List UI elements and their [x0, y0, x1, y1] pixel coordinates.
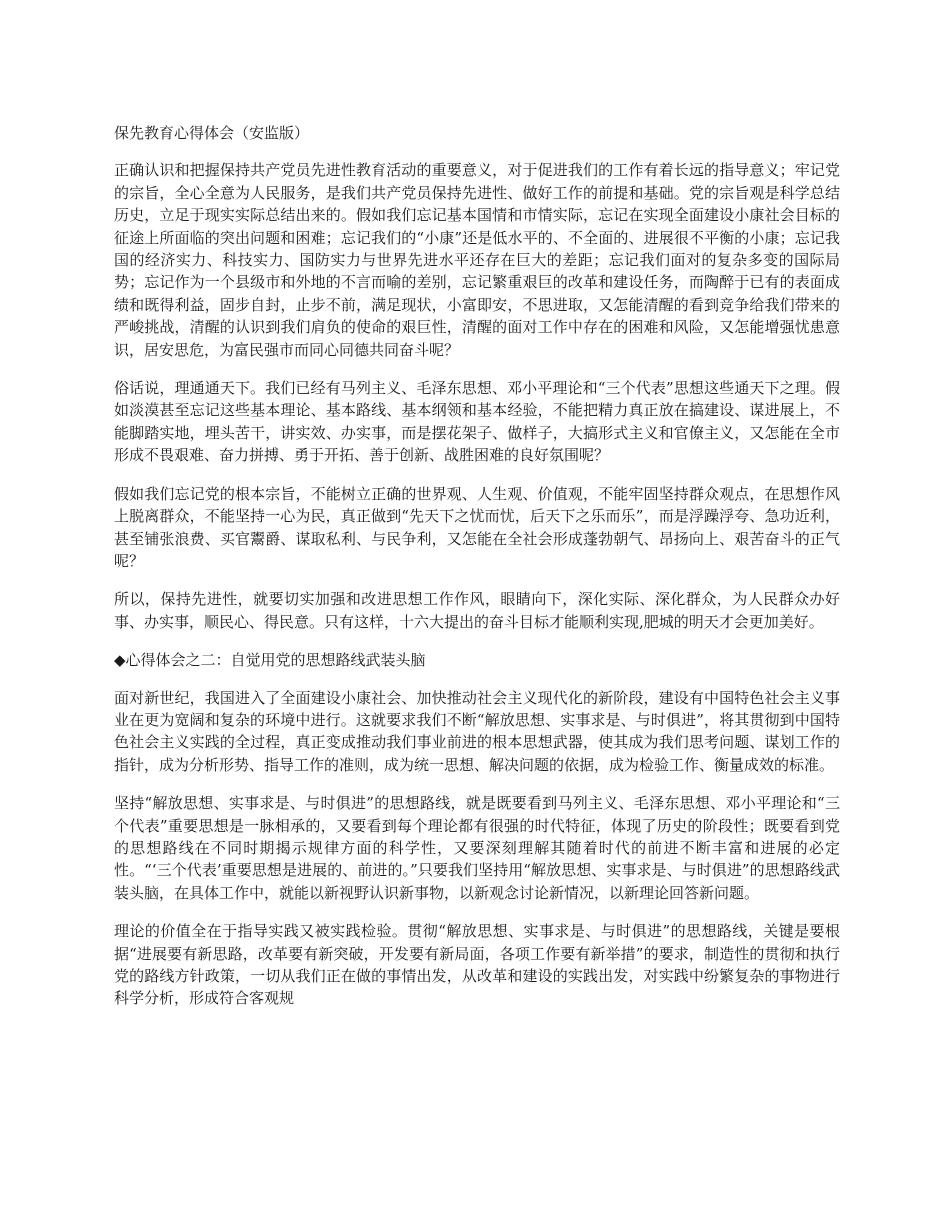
paragraph: 正确认识和把握保持共产党员先进性教育活动的重要意义，对于促进我们的工作有着长远的指导意义；牢记党的宗旨，全心全意为人民服务，是我们共产党员保持先进性、做好工作的前提和基础。党的宗旨观是科学总结历史，立足于现实实际总结出来的。假如我们忘记基本国情和市情实际，忘记在实现全面建设小康社会目标的征途上所面临的突出问题和困难；忘记我们的“小康”还是低水平的、不全面的、进展很不平衡的小康；忘记我国的经济实力、科技实力、国防实力与世界先进水平还存在巨大的差距；忘记我们面对的复杂多变的国际局势；忘记作为一个县级市和外地的不言而喻的差别，忘记繁重艰巨的改革和建设任务，而陶醉于已有的表面成绩和既得利益，固步自封，止步不前，满足现状，小富即安，不思进取，又怎能清醒的看到竞争给我们带来的严峻挑战，清醒的认识到我们肩负的使命的艰巨性，清醒的面对工作中存在的困难和风险，又怎能增强忧患意识，居安思危，为富民强市而同心同德共同奋斗呢？: [114, 161, 840, 359]
paragraph: 坚持“解放思想、实事求是、与时俱进”的思想路线，就是既要看到马列主义、毛泽东思想、邓小平理论和“三个代表”重要思想是一脉相承的，又要看到每个理论都有很强的时代特征，体现了历史的阶段性；既要看到党的思想路线在不同时期揭示规律方面的科学性，又要深刻理解其随着时代的前进不断丰富和进展的必定性。“‘三个代表’重要思想是进展的、前进的。”只要我们坚持用“解放思想、实事求是、与时俱进”的思想路线武装头脑，在具体工作中，就能以新视野认识新事物，以新观念讨论新情况，以新理论回答新问题。: [114, 794, 840, 902]
paragraph: 假如我们忘记党的根本宗旨，不能树立正确的世界观、人生观、价值观，不能牢固坚持群众观点，在思想作风上脱离群众，不能坚持一心为民，真正做到“先天下之忧而忧，后天下之乐而乐”，而是浮躁浮夸、急功近利，甚至铺张浪费、买官鬻爵、谋取私利、与民争利，又怎能在全社会形成蓬勃朝气、昂扬向上、艰苦奋斗的正气呢？: [114, 484, 840, 570]
document-page: [114, 122, 840, 1026]
paragraph: 理论的价值全在于指导实践又被实践检验。贯彻“解放思想、实事求是、与时俱进”的思想路线，关键是要根据“进展要有新思路，改革要有新突破，开发要有新局面，各项工作要有新举措”的要求，制造性的贯彻和执行党的路线方针政策，一切从我们正在做的事情出发，从改革和建设的实践出发，对实践中纷繁复杂的事物进行科学分析，形成符合客观规: [114, 922, 840, 1008]
paragraph: 面对新世纪，我国进入了全面建设小康社会、加快推动社会主义现代化的新阶段，建设有中国特色社会主义事业在更为宽阔和复杂的环境中进行。这就要求我们不断“解放思想、实事求是、与时俱进”，将其贯彻到中国特色社会主义实践的全过程，真正变成推动我们事业前进的根本思想武器，使其成为我们思考问题、谋划工作的指针，成为分析形势、指导工作的准则，成为统一思想、解决问题的依据，成为检验工作、衡量成效的标准。: [114, 688, 840, 774]
section-heading: ◆心得体会之二：自觉用党的思想路线武装头脑: [114, 651, 426, 670]
document-title: 保先教育心得体会（安监版）: [114, 124, 310, 142]
paragraph: 所以，保持先进性，就要切实加强和改进思想工作作风，眼睛向下，深化实际、深化群众，为人民群众办好事、办实事，顺民心、得民意。只有这样，十六大提出的奋斗目标才能顺利实现,肥城的明天才会更加美好。: [114, 590, 840, 631]
paragraph: 俗话说，理通通天下。我们已经有马列主义、毛泽东思想、邓小平理论和“三个代表”思想这些通天下之理。假如淡漠甚至忘记这些基本理论、基本路线、基本纲领和基本经验，不能把精力真正放在搞建设、谋进展上，不能脚踏实地，埋头苦干，讲实效、办实事，而是摆花架子、做样子，大搞形式主义和官僚主义，又怎能在全市形成不畏艰难、奋力拼搏、勇于开拓、善于创新、战胜困难的良好氛围呢？: [114, 379, 840, 465]
